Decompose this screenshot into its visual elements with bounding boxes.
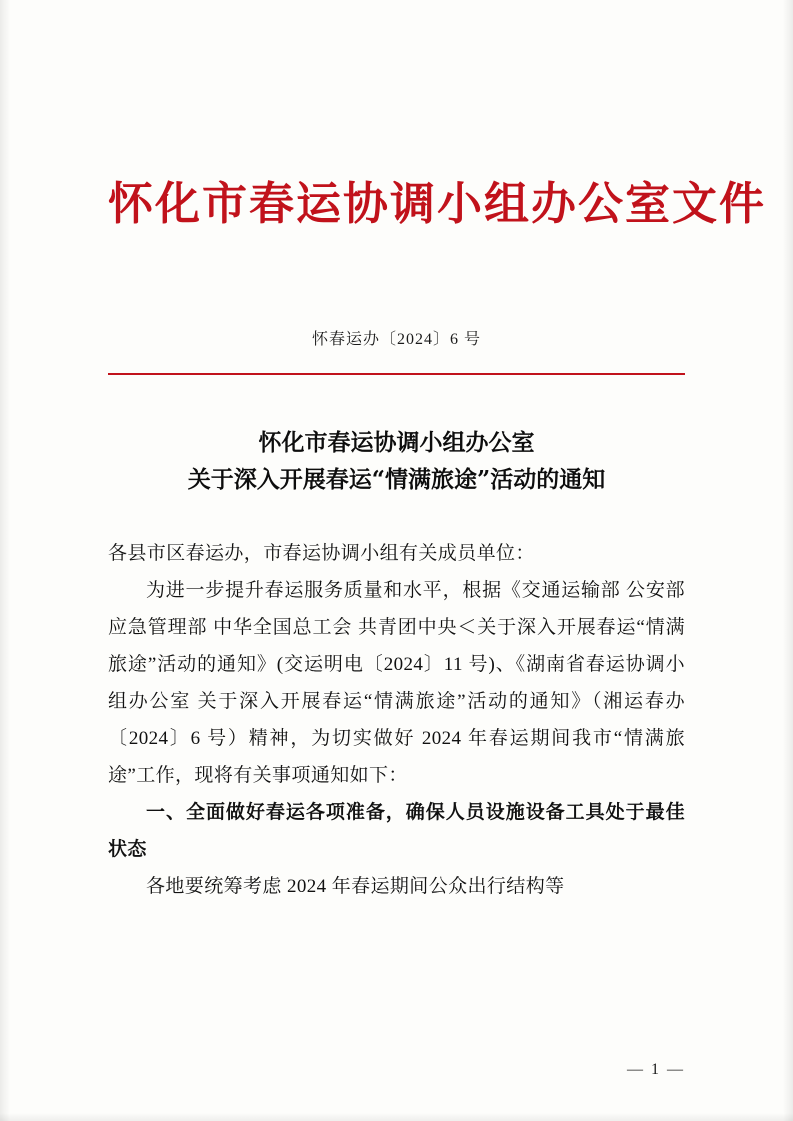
masthead-title: 怀化市春运协调小组办公室文件 — [108, 177, 767, 230]
page-number: — 1 — — [627, 1061, 685, 1078]
document-body — [108, 535, 685, 905]
masthead — [108, 177, 767, 230]
page-title-line-2: 关于深入开展春运“情满旅途”活动的通知 — [187, 466, 606, 494]
page-title — [108, 425, 685, 499]
section-one-body: 各地要统筹考虑 2024 年春运期间公众出行结构等 — [146, 876, 565, 898]
red-divider-rule — [108, 373, 685, 376]
section-one-heading: 一、全面做好春运各项准备，确保人员设施设备工具处于最佳状态 — [108, 802, 685, 861]
paragraph-salutation: 各县市区春运办，市春运协调小组有关成员单位： — [108, 542, 535, 564]
document-number: 怀春运办〔2024〕6 号 — [311, 330, 481, 348]
page-title-line-1: 怀化市春运协调小组办公室 — [258, 429, 535, 457]
paragraph-preamble: 为进一步提升春运服务质量和水平，根据《交通运输部 公安部 应急管理部 中华全国总工会 共青团中央＜关于深入开展春运“情满旅途”活动的通知》(交运明电〔2024〕11 号)、《湖南省春运协调小组办公室 关于深入开展春运“情满旅途”活动的通知》（湘运春办〔2024〕6 号）精神，为切实做好 2024 年春运期间我市“情满旅途”工作，现将有关事项通知如下： — [108, 579, 685, 787]
